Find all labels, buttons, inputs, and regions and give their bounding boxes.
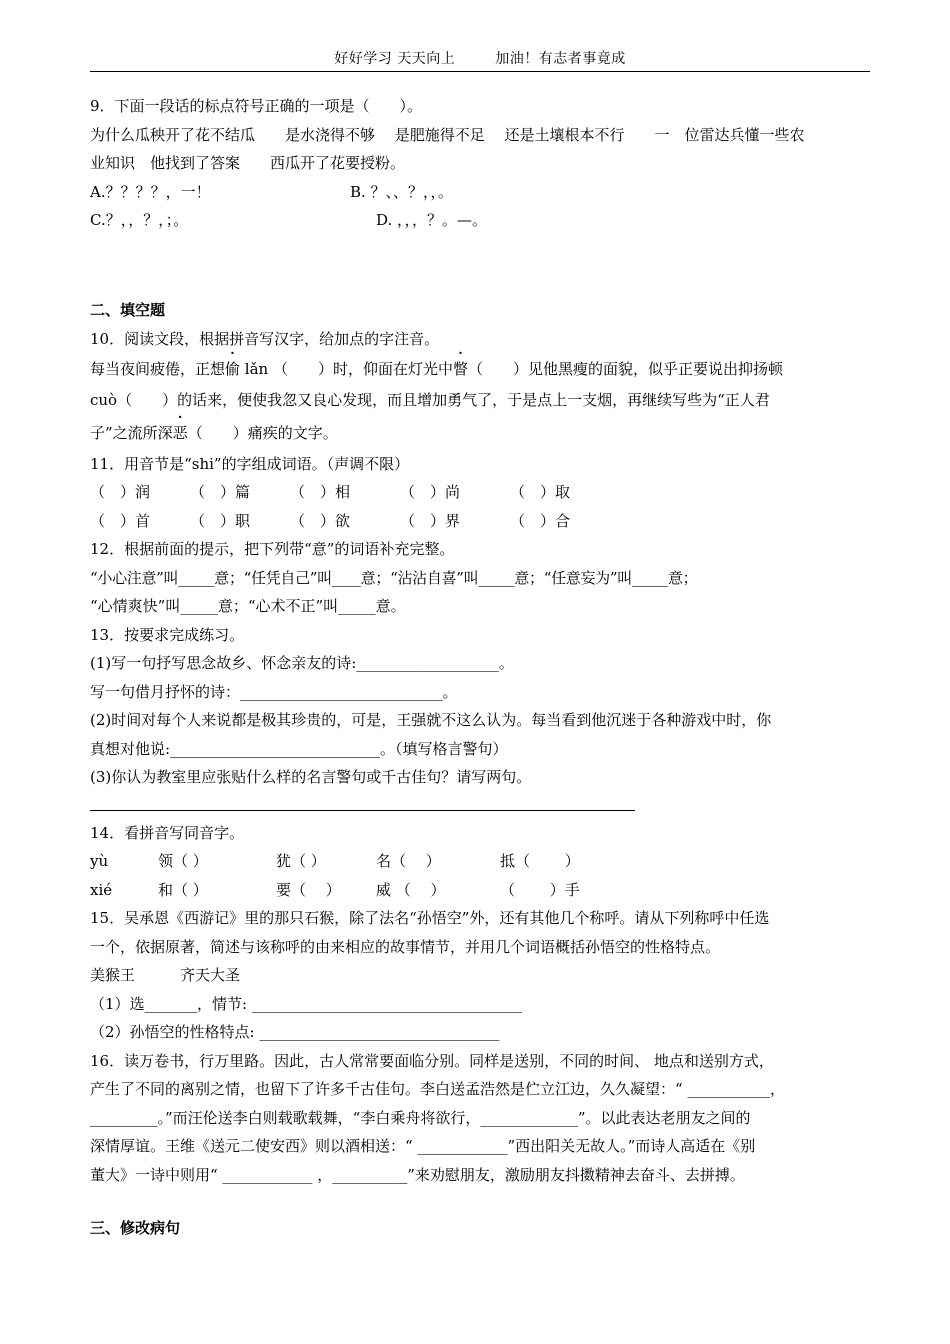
q13-part-2a: (2)时间对每个人来说都是极其珍贵的，可是，王强就不这么认为。每当看到他沉迷于各种游戏中时，你 <box>90 711 772 729</box>
q15-part-2: （2）孙悟空的性格特点: ________________________________ <box>90 1023 500 1041</box>
q11-blank: （ ）职 <box>190 511 251 530</box>
header-left-slogan: 好好学习 天天向上 <box>334 51 456 67</box>
q13-part-2b: 真想对他说:____________________________。（填写格言警句） <box>90 739 508 758</box>
q10-text: 子”之流所深 <box>90 423 173 442</box>
q9-options-cd <box>90 206 870 235</box>
q10-dotted-char: 恶 <box>172 423 188 442</box>
q10-text: （ ）痛疾的文字。 <box>187 423 338 442</box>
header-right-slogan: 加油！有志者事竟成 <box>495 51 626 67</box>
q9-option-c: C.？，，？，；。 <box>90 211 189 229</box>
q10-passage-line-2: cuò（ ）的话来，便使我忽又良心发现，而且增加勇气了，于是点上一支烟，再继续写些为“正人君 <box>90 390 770 409</box>
q10-dotted-char: 瞥 <box>452 360 468 378</box>
q10-text: lǎn （ ）时，仰面在灯光中 <box>240 360 453 378</box>
q13-answer-line <box>90 792 635 811</box>
q13-part-3: (3)你认为教室里应张贴什么样的名言警句或千古佳句？请写两句。 <box>90 768 532 786</box>
q10-passage-line-1 <box>90 355 870 384</box>
q12-stem: 12．根据前面的提示，把下列带“意”的词语补充完整。 <box>90 540 455 558</box>
q9-options-ab <box>90 178 870 207</box>
q11-blank: （ ）尚 <box>400 483 461 501</box>
q12-line-2: “心情爽快”叫_____意；“心术不正”叫_____意。 <box>90 597 406 615</box>
q14-blank: 领（ ） <box>158 852 208 870</box>
page-header <box>90 48 870 72</box>
q14-blank: 和（ ） <box>158 880 208 899</box>
q10-stem: 10．阅读文段，根据拼音写汉字，给加点的字注音。 <box>90 329 440 348</box>
q11-blank: （ ）润 <box>90 483 151 501</box>
worksheet-content <box>90 92 870 1243</box>
q9-option-d: D. ，，，？。—。 <box>376 211 488 229</box>
q13-stem: 13．按要求完成练习。 <box>90 625 245 644</box>
q10-text: 每当夜间疲倦，正想 <box>90 360 226 378</box>
q14-row-xie <box>90 876 870 905</box>
q14-stem: 14．看拼音写同音字。 <box>90 823 245 842</box>
q14-blank: 抵（ ） <box>500 852 580 870</box>
q16-line-1: 16．读万卷书，行万里路。因此，古人常常要面临分别。同样是送别，不同的时间、 地点和送别方式， <box>90 1051 774 1070</box>
q14-blank: 犹（ ） <box>276 852 326 870</box>
q9-text-line-2: 业知识 他找到了答案 西瓜开了花要授粉。 <box>90 154 406 172</box>
q16-line-2: 产生了不同的离别之情，也留下了许多千古佳句。李白送孟浩然是伫立江边，久久凝望：“ ___________， <box>90 1080 785 1098</box>
q14-blank: 名（ ） <box>376 852 441 870</box>
q15-names: 美猴王 齐天大圣 <box>90 966 241 984</box>
q16-line-3: _________。”而汪伦送李白则载歌载舞，“李白乘舟将欲行，_____________”。以此表达老朋友之间的 <box>90 1108 751 1127</box>
q14-pinyin: xié <box>90 880 113 899</box>
q15-line-1: 15．吴承恩《西游记》里的那只石猴，除了法名“孙悟空”外，还有其他几个称呼。请从下列称呼中任选 <box>90 909 770 927</box>
q11-blank: （ ）界 <box>400 511 461 530</box>
q9-text-line-1: 为什么瓜秧开了花不结瓜 是水浇得不够 是肥施得不足 还是土壤根本不行 一 位雷达兵懂一些农 <box>90 125 805 144</box>
q9-stem: 9．下面一段话的标点符号正确的一项是（ ）。 <box>90 97 423 115</box>
q16-line-4: 深情厚谊。王维《送元二使安西》则以酒相送：“ ____________”西出阳关无故人。”而诗人高适在《别 <box>90 1137 756 1155</box>
q11-blank: （ ）首 <box>90 511 151 530</box>
q16-line-5: 董大》一诗中则用“ ____________ ，__________”来劝慰朋友，激励朋友抖擞精神去奋斗、去拼搏。 <box>90 1165 745 1184</box>
q11-blank: （ ）相 <box>290 483 351 501</box>
q11-row-2 <box>90 507 870 536</box>
q13-part-1: (1)写一句抒写思念故乡、怀念亲友的诗:___________________。 <box>90 654 514 672</box>
q10-text: （ ）见他黑瘦的面貌，似乎正要说出抑扬顿 <box>468 360 784 378</box>
q12-line-1: “小心注意”叫_____意；“任凭自己”叫____意；“沾沾自喜”叫_____意；“任意妄为”叫_____意； <box>90 568 698 587</box>
section-title-fill-in: 二、填空题 <box>90 300 166 319</box>
q9-option-b: B. ？、、？，，。 <box>350 182 454 201</box>
q10-passage-line-3 <box>90 417 870 450</box>
q9-option-a: A.？？？？，一！ <box>90 182 211 201</box>
q13-part-1b: 写一句借月抒怀的诗：___________________________。 <box>90 682 458 701</box>
q11-row-1 <box>90 478 870 507</box>
q15-part-1: （1）选_______，情节: ____________________________________ <box>90 994 522 1013</box>
q14-pinyin: yù <box>90 852 109 870</box>
q14-blank: 要（ ） <box>276 880 341 899</box>
q14-blank: 威 （ ） <box>376 880 446 899</box>
q10-dotted-char: 偷 <box>225 360 241 378</box>
q15-line-2: 一个，依据原著，简述与该称呼的由来相应的故事情节，并用几个词语概括孙悟空的性格特点。 <box>90 937 721 956</box>
q14-blank: （ ）手 <box>500 880 580 899</box>
q11-stem: 11．用音节是“shi”的字组成词语。（声调不限） <box>90 454 410 473</box>
section-title-fix-sentences: 三、修改病句 <box>90 1219 181 1237</box>
q11-blank: （ ）欲 <box>290 511 351 530</box>
q14-row-yu <box>90 847 870 876</box>
q11-blank: （ ）取 <box>510 483 571 501</box>
q11-blank: （ ）合 <box>510 511 571 530</box>
q11-blank: （ ）篇 <box>190 483 251 501</box>
